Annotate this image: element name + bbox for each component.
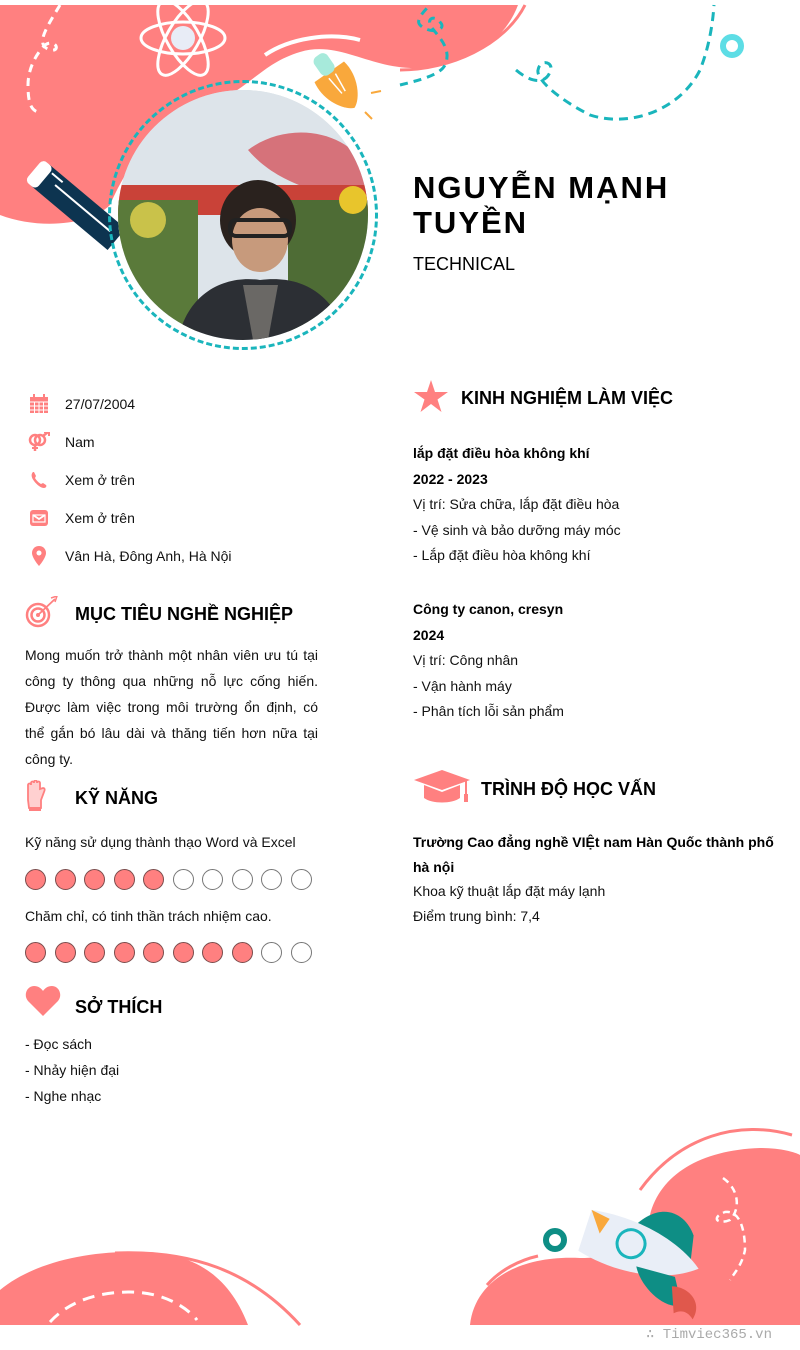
contact-gender <box>28 423 328 461</box>
objective-text: Mong muốn trở thành một nhân viên ưu tú tại công ty thông qua những nỗ lực cống hiến. Được làm việc trong môi trường ổn định, có thể gắn bó lâu dài và thăng tiến hơn nữa tại công ty. <box>25 647 318 767</box>
rating-dot-filled <box>143 942 164 963</box>
star-icon <box>414 380 461 417</box>
experience-detail: - Vệ sinh và bảo dưỡng máy móc <box>413 521 621 538</box>
contact-value: 27/07/2004 <box>65 396 136 412</box>
gender-icon <box>28 431 50 453</box>
experience-company: Công ty canon, cresyn <box>413 601 564 617</box>
hobby-item: - Nhảy hiện đại <box>25 1062 120 1078</box>
rating-dot-filled <box>25 942 46 963</box>
avatar-photo-placeholder <box>118 90 368 340</box>
experience-detail: - Vận hành máy <box>413 677 512 694</box>
hobby-item: - Nghe nhạc <box>25 1088 102 1104</box>
rating-dot-filled <box>114 942 135 963</box>
phone-icon <box>28 469 50 491</box>
rating-dot-filled <box>173 942 194 963</box>
heart-icon <box>25 985 75 1022</box>
rating-dot-filled <box>84 942 105 963</box>
rating-dot-filled <box>232 942 253 963</box>
experience-detail: - Phân tích lỗi sản phẩm <box>413 703 564 719</box>
experience-item <box>413 441 783 569</box>
hand-icon <box>25 780 75 817</box>
experience-company: lắp đặt điều hòa không khí <box>413 445 590 461</box>
avatar-frame <box>108 80 378 350</box>
contact-phone <box>28 461 328 499</box>
candidate-name: NGUYỄN MẠNH TUYỀN <box>413 170 670 240</box>
candidate-role: TECHNICAL <box>413 254 516 274</box>
education-school: Trường Cao đẳng nghề VIỆt nam Hàn Quốc thành phố hà nội <box>413 834 774 875</box>
rating-dot-empty <box>291 869 312 890</box>
section-title: SỞ THÍCH <box>75 997 163 1017</box>
rating-dot-filled <box>84 869 105 890</box>
target-icon <box>25 596 75 633</box>
rating-dot-filled <box>25 869 46 890</box>
skill-name: Chăm chỉ, có tinh thần trách nhiệm cao. <box>25 908 272 924</box>
experience-period: 2024 <box>413 626 445 643</box>
section-title: KỸ NĂNG <box>75 788 159 808</box>
rating-dot-filled <box>55 869 76 890</box>
contact-value: Nam <box>65 434 95 450</box>
skill-rating <box>25 869 312 890</box>
rating-dot-empty <box>261 869 282 890</box>
education-item <box>413 830 783 928</box>
contact-list <box>28 385 328 575</box>
experience-item <box>413 597 783 725</box>
contact-value: Vân Hà, Đông Anh, Hà Nội <box>65 548 232 564</box>
email-icon <box>28 507 50 529</box>
skill-rating <box>25 942 312 963</box>
section-header-objective <box>25 596 293 633</box>
section-header-experience <box>414 380 673 417</box>
rating-dot-empty <box>173 869 194 890</box>
experience-detail: - Lắp đặt điều hòa không khí <box>413 547 591 563</box>
contact-email <box>28 499 328 537</box>
contact-address <box>28 537 328 575</box>
section-header-hobbies <box>25 985 162 1022</box>
rating-dot-filled <box>55 942 76 963</box>
rating-dot-filled <box>202 942 223 963</box>
section-header-education <box>414 770 656 809</box>
rating-dot-empty <box>291 942 312 963</box>
education-gpa: Điểm trung bình: 7,4 <box>413 907 540 924</box>
avatar <box>118 90 368 340</box>
experience-period: 2022 - 2023 <box>413 470 488 487</box>
watermark: ∴ Timviec365.vn <box>645 1327 772 1343</box>
rating-dot-empty <box>261 942 282 963</box>
contact-birthdate <box>28 385 328 423</box>
calendar-icon <box>28 393 50 415</box>
section-title: TRÌNH ĐỘ HỌC VẤN <box>481 779 656 799</box>
graduation-cap-icon <box>414 770 481 809</box>
rating-dot-filled <box>114 869 135 890</box>
education-major: Khoa kỹ thuật lắp đặt máy lạnh <box>413 883 606 899</box>
section-title: MỤC TIÊU NGHỀ NGHIỆP <box>75 604 294 624</box>
contact-value: Xem ở trên <box>65 510 135 526</box>
experience-position: Vị trí: Sửa chữa, lắp đặt điều hòa <box>413 496 620 512</box>
rating-dot-filled <box>143 869 164 890</box>
skill-name: Kỹ năng sử dụng thành thạo Word và Excel <box>25 834 296 850</box>
rating-dot-empty <box>202 869 223 890</box>
section-header-skills <box>25 780 158 817</box>
location-icon <box>28 545 50 567</box>
contact-value: Xem ở trên <box>65 472 135 488</box>
section-title: KINH NGHIỆM LÀM VIỆC <box>461 388 674 408</box>
rating-dot-empty <box>232 869 253 890</box>
hobby-item: - Đọc sách <box>25 1036 92 1052</box>
experience-position: Vị trí: Công nhân <box>413 652 519 668</box>
